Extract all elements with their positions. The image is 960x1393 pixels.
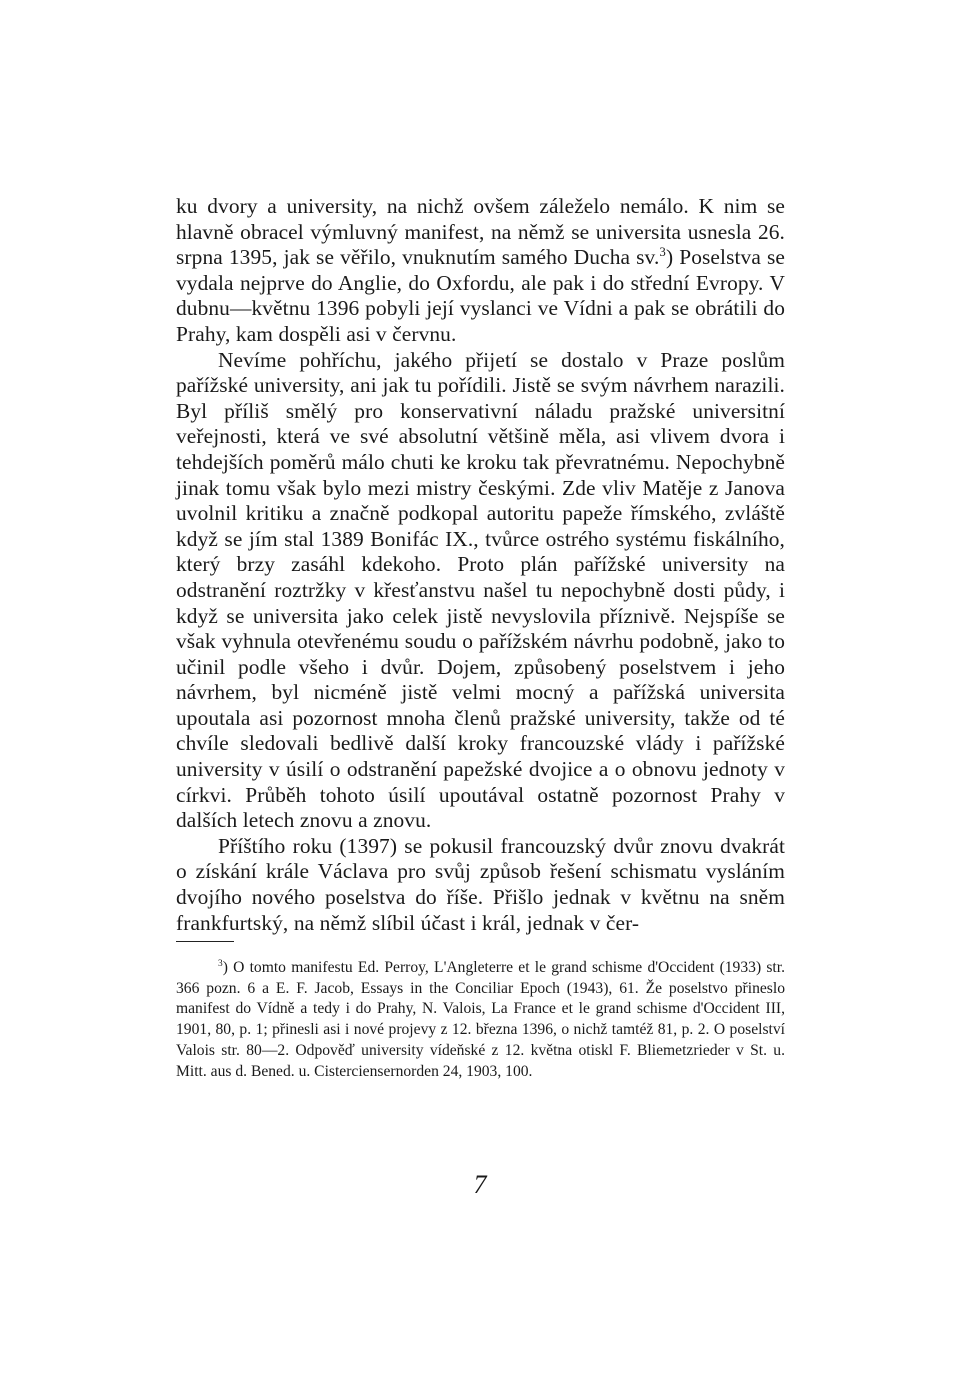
footnote-text: ) O tomto manifestu Ed. Perroy, L'Angleterre et le grand schisme d'Occident (1933) str. 366 pozn. 6 a E. F. Jacob, Essays in the Conciliar Epoch (1943), 61. Že poselstvo přineslo manifest do Vídně a tedy i do Prahy, N. Valois, La France et le grand schisme d'Occident III, 1901, 80, p. 1; přinesli asi i nové projevy z 12. března 1396, o nichž tamtéž 81, p. 2. O poselství Valois str. 80—2. Odpověď university vídeňské z 12. května otiskl F. Bliemetzrieder v St. u. Mitt. aus d. Bened. u. Cisterciensernorden 24, 1903, 100. <box>176 959 785 1080</box>
paragraph-2: Nevíme pohříchu, jakého přijetí se dostalo v Praze poslům pařížské university, ani jak tu pořídili. Jistě se svým návrhem narazili. Byl příliš smělý pro konservativní náladu pražské universitní veřejnosti, která ve své absolutní většině měla, asi vlivem dvora i tehdejších poměrů málo chuti ke kroku tak převratnému. Nepochybně jinak tomu však bylo mezi mistry českými. Zde vliv Matěje z Janova uvolnil kritiku a značně podkopal autoritu papeže římského, zvláště když se jím stal 1389 Bonifác IX., tvůrce ostrého systému fiskálního, který brzy zasáhl kdekoho. Proto plán pařížské university na odstranění roztržky v křesťanstvu našel tu nepochybně dosti půdy, i když se universita jako celek jistě nevyslovila příznivě. Nejspíše se však vyhnula otevřenému soudu o pařížském návrhu podobně, jako to učinil podle všeho i dvůr. Dojem, způsobený poselstvem i jeho návrhem, byl nicméně jistě velmi mocný a pařížská universita upoutala asi pozornost mnoha členů pražské university, takže od té chvíle sledovali bedlivě další kroky francouzské vlády i pařížské university v úsilí o odstranění papežské dvojice a o obnovu jednoty v církvi. Průběh tohoto úsilí upoutával ostatně pozornost Prahy v dalších letech znovu a znovu. <box>176 347 785 833</box>
footnote-3 <box>176 958 785 1082</box>
footnotes-block <box>176 958 785 1082</box>
main-text-block <box>176 194 785 936</box>
footnote-marker: 3 <box>218 958 223 969</box>
paragraph-1-text-b: ) Poselstva se vydala nejprve do Anglie, do Oxfordu, ale pak i do střední Evropy. V dubnu—květnu 1396 pobyli její vyslanci ve Vídni a pak se obrátili do Prahy, kam dospěli asi v červnu. <box>176 245 785 346</box>
paragraph-3: Příštího roku (1397) se pokusil francouzský dvůr znovu dvakrát o získání krále Václava pro svůj způsob řešení schismatu vysláním dvojího nového poselstva do říše. Přišlo jednak v květnu na sněm frankfurtský, na němž slíbil účast i král, jednak v čer- <box>176 833 785 935</box>
paragraph-1-text-a: ku dvory a university, na nichž ovšem záleželo nemálo. K nim se hlavně obracel výmluvný manifest, na němž se universita usnesla 26. srpna 1395, jak se věřilo, vnuknutím samého Ducha sv. <box>176 194 785 270</box>
footnote-separator <box>176 941 234 942</box>
page-number: 7 <box>473 1170 487 1199</box>
paragraph-1 <box>176 194 785 348</box>
body-text <box>176 194 785 936</box>
footnote-reference: 3 <box>659 245 666 260</box>
